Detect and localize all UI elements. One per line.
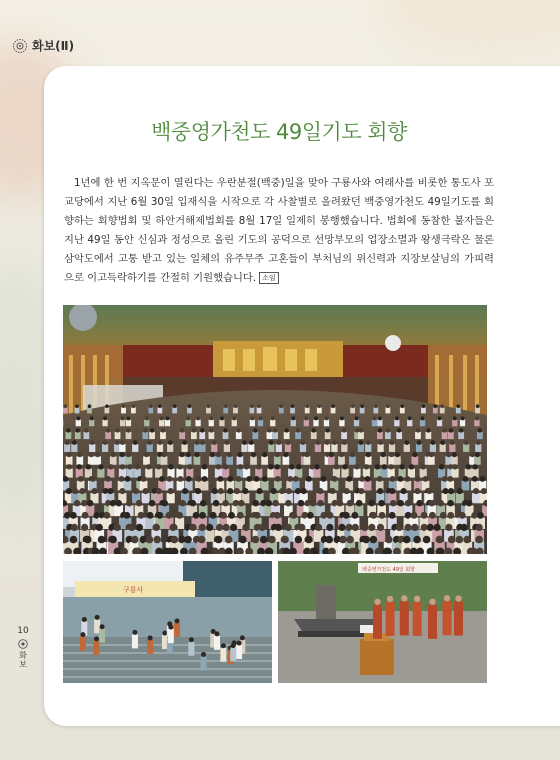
lotus-ornament-icon (12, 38, 28, 54)
folio-label: 보 (19, 660, 27, 669)
lotus-icon (18, 639, 28, 649)
article-body (64, 174, 494, 288)
left-banner-text: 구룡사 (123, 586, 144, 594)
page-number: 10 (17, 626, 29, 636)
article-text: 1년에 한 번 지옥문이 열린다는 우란분절(백중)일을 맞아 구룡사와 여래사를 비롯한 통도사 포교당에서 지난 6월 30일 입재식을 시작으로 각 사찰별로 올려왔던 백중영가천도 49일기도를 회향하는 회향법회 및 하안거해제법회를 8월 17일 일제히 봉행했습니다. 법회에 동참한 불자들은 지난 49일 동안 신심과 정성으로 올린 기도의 공덕으로 선망부모의 업장소멸과 왕생극락은 물론 삼악도에서 고통 받고 있는 일체의 유주무주 고혼들이 부처님의 위신력과 지장보살님의 가피력으로 이고득락하기를 간절히 기원했습니다. (64, 177, 494, 284)
dharma-hall-photo (63, 305, 487, 554)
page-folio (16, 626, 30, 669)
folio-label: 화 (19, 651, 27, 660)
end-mark: 소임 (259, 272, 279, 284)
article-title: 백중영가천도 49일기도 회향 (151, 120, 407, 144)
margin-watercolor (380, 0, 560, 50)
section-title: 화보(Ⅱ) (32, 39, 75, 53)
right-banner-text: 백중영가천도 49일 회향 (362, 567, 416, 573)
section-header (12, 37, 74, 54)
outdoor-ritual-photo (278, 561, 487, 683)
temple-entrance-photo (63, 561, 272, 683)
